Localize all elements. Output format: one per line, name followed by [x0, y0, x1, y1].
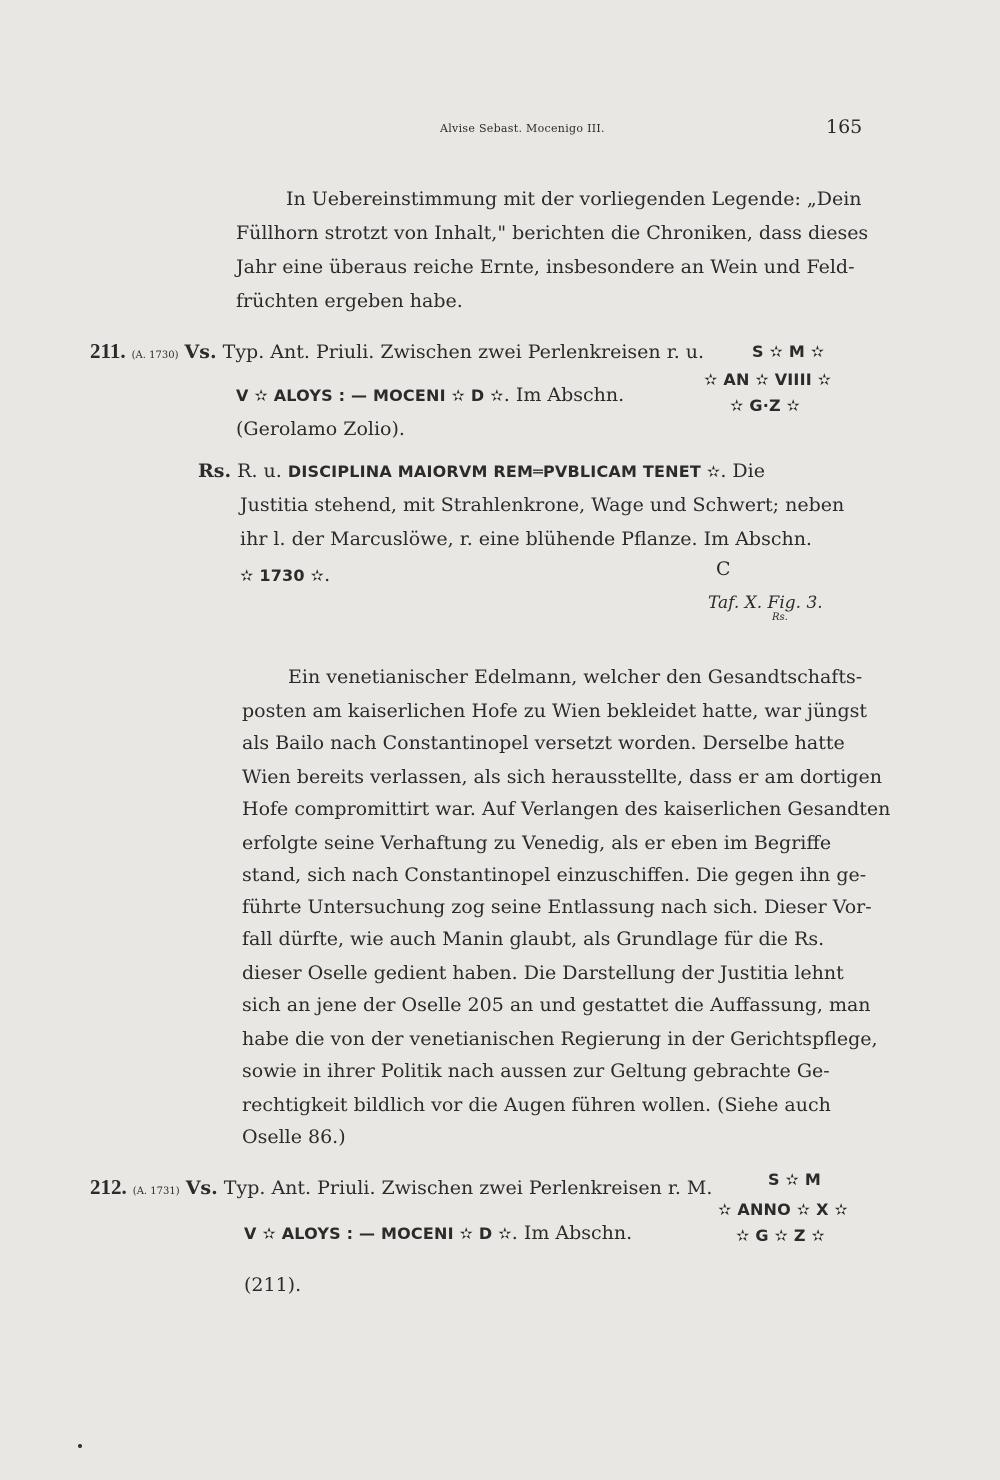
exergue-line: ✫ AN ✫ VIIII ✫: [704, 370, 832, 389]
entry-year: (A. 1730): [131, 350, 179, 361]
obverse-legend: V ✫ ALOYS : — MOCENI ✫ D ✫: [244, 1224, 512, 1243]
intro-line: Jahr eine überaus reiche Ernte, insbesondere an Wein und Feld-: [236, 256, 855, 278]
commentary-line: Wien bereits verlassen, als sich herausstellte, dass er am dortigen: [242, 766, 882, 788]
reverse-legend: DISCIPLINA MAIORVM REM═PVBLICAM TENET ✫: [287, 462, 721, 481]
exergue-line: ✫ G ✫ Z ✫: [736, 1226, 826, 1245]
reverse-description: ihr l. der Marcuslöwe, r. eine blühende Pflanze. Im Abschn.: [240, 528, 812, 550]
commentary-line: als Bailo nach Constantinopel versetzt worden. Derselbe hatte: [242, 732, 845, 754]
plate-reference: Taf. X. Fig. 3.: [708, 593, 823, 613]
reverse-label: Rs.: [198, 460, 232, 482]
commentary-line: erfolgte seine Verhaftung zu Venedig, als er eben im Begriffe: [242, 832, 832, 854]
obverse-legend: V ✫ ALOYS : — MOCENI ✫ D ✫: [236, 386, 504, 405]
commentary-line: führte Untersuchung zog seine Entlassung nach sich. Dieser Vor-: [242, 896, 872, 918]
entry-year: (A. 1731): [132, 1186, 180, 1197]
obverse-description: . Im Abschn.: [503, 384, 625, 406]
commentary-line: Ein venetianischer Edelmann, welcher den Gesandtschafts-: [288, 666, 863, 688]
intro-line: In Uebereinstimmung mit der vorliegenden Legende: „Dein: [286, 188, 862, 210]
intro-line: früchten ergeben habe.: [236, 290, 463, 312]
ink-speck: [78, 1444, 82, 1448]
engraver-note: (Gerolamo Zolio).: [236, 418, 405, 440]
obverse-description: Typ. Ant. Priuli. Zwischen zwei Perlenkreisen r. u.: [222, 341, 705, 363]
commentary-line: sich an jene der Oselle 205 an und gestattet die Auffassung, man: [242, 994, 871, 1016]
exergue-line: ✫ G·Z ✫: [730, 396, 801, 415]
cross-reference: (211).: [244, 1274, 302, 1296]
obverse-description: . Im Abschn.: [511, 1222, 633, 1244]
commentary-line: Oselle 86.): [242, 1126, 346, 1148]
obverse-description: Typ. Ant. Priuli. Zwischen zwei Perlenkreisen r. M.: [223, 1177, 713, 1199]
commentary-line: fall dürfte, wie auch Manin glaubt, als Grundlage für die Rs.: [242, 928, 825, 950]
reverse-description: .: [324, 564, 331, 586]
running-title: Alvise Sebast. Mocenigo III.: [440, 122, 605, 135]
reverse-description: . Die: [720, 460, 765, 482]
reverse-legend: ✫ 1730 ✫: [240, 566, 325, 585]
page-number: 165: [826, 116, 863, 138]
entry-number: 212.: [90, 1175, 127, 1199]
commentary-line: stand, sich nach Constantinopel einzuschiffen. Die gegen ihn ge-: [242, 864, 867, 886]
obverse-legend: S ✫ M: [768, 1170, 821, 1189]
reverse-description: R. u.: [237, 460, 282, 482]
intro-line: Füllhorn strotzt von Inhalt," berichten die Chroniken, dass dieses: [236, 222, 869, 244]
commentary-line: dieser Oselle gedient haben. Die Darstellung der Justitia lehnt: [242, 962, 844, 984]
obverse-label: Vs.: [185, 1177, 218, 1199]
commentary-line: habe die von der venetianischen Regierung in der Gerichtspflege,: [242, 1028, 878, 1050]
plate-reference-sub: Rs.: [772, 612, 788, 623]
reverse-description: Justitia stehend, mit Strahlenkrone, Wage und Schwert; neben: [240, 494, 845, 516]
entry-number: 211.: [90, 339, 126, 363]
obverse-label: Vs.: [184, 341, 217, 363]
mint-mark: C: [716, 558, 731, 580]
commentary-line: rechtigkeit bildlich vor die Augen führen wollen. (Siehe auch: [242, 1094, 831, 1116]
obverse-legend: S ✫ M ✫: [752, 342, 825, 361]
commentary-line: sowie in ihrer Politik nach aussen zur Geltung gebrachte Ge-: [242, 1060, 830, 1082]
commentary-line: posten am kaiserlichen Hofe zu Wien bekleidet hatte, war jüngst: [242, 700, 868, 722]
exergue-line: ✫ ANNO ✫ X ✫: [718, 1200, 849, 1219]
commentary-line: Hofe compromittirt war. Auf Verlangen des kaiserlichen Gesandten: [242, 798, 891, 820]
